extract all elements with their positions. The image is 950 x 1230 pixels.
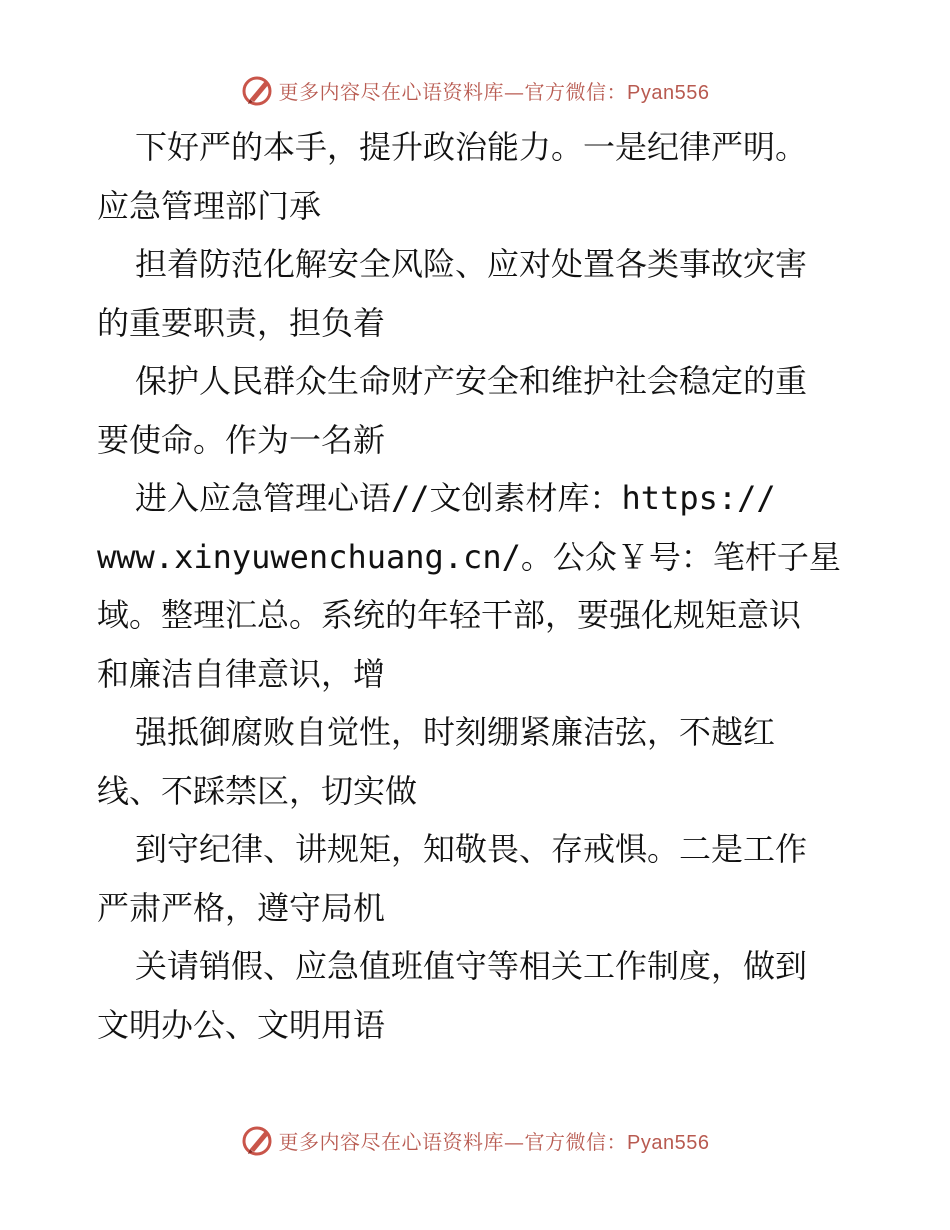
- text-line: 保护人民群众生命财产安全和维护社会稳定的重: [135, 362, 808, 400]
- text-line: 进入应急管理心语//文创素材库：https://: [135, 479, 776, 517]
- text-line: 担着防范化解安全风险、应对处置各类事故灾害: [135, 245, 808, 283]
- text-line: 严肃严格，遵守局机: [97, 888, 386, 927]
- footer-wechat-id: Pyan556: [627, 1131, 710, 1154]
- text-line: 和廉洁自律意识，增: [97, 654, 386, 693]
- header-wechat-id: Pyan556: [627, 81, 710, 104]
- text-line: 关请销假、应急值班值守等相关工作制度，做到: [135, 947, 808, 985]
- footer-watermark: [0, 1120, 950, 1160]
- text-line: www.xinyuwenchuang.cn/。公众￥号：笔杆子星: [97, 537, 841, 576]
- text-line: 要使命。作为一名新: [97, 420, 386, 459]
- text-line: 的重要职责，担负着: [97, 303, 386, 342]
- footer-watermark-text: 更多内容尽在心语资料库—官方微信：Pyan556: [278, 1129, 710, 1154]
- text-line: 域。整理汇总。系统的年轻干部，要强化规矩意识: [97, 596, 802, 634]
- document-body: [97, 118, 857, 1054]
- header-watermark: [0, 70, 950, 110]
- pen-logo-icon: [241, 73, 275, 107]
- text-line: 线、不踩禁区，切实做: [97, 771, 418, 810]
- text-line: 下好严的本手，提升政治能力。一是纪律严明。: [135, 128, 808, 166]
- text-line: 应急管理部门承: [97, 186, 322, 225]
- header-watermark-text: 更多内容尽在心语资料库—官方微信：Pyan556: [278, 79, 710, 104]
- text-line: 强抵御腐败自觉性，时刻绷紧廉洁弦，不越红: [135, 713, 776, 751]
- pen-logo-icon: [241, 1123, 275, 1157]
- text-line: 文明办公、文明用语: [97, 1005, 386, 1044]
- text-line: 到守纪律、讲规矩，知敬畏、存戒惧。二是工作: [135, 830, 808, 868]
